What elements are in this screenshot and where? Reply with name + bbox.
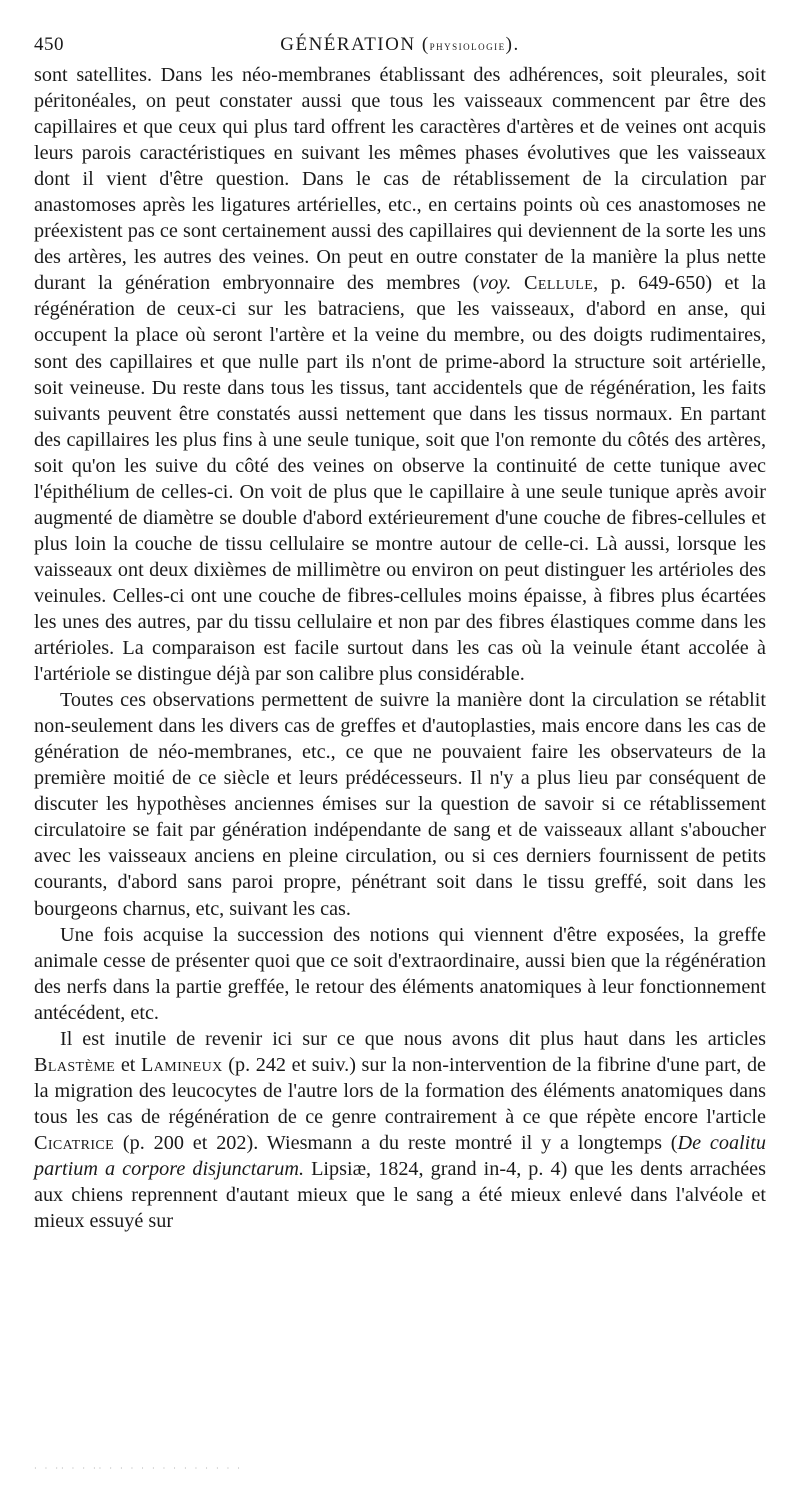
paragraph-4-text-c: (p. 242 et suiv.) sur la non-intervention de la fibrine d'une part, de la migration des leucocytes de l'autre lors de la formation des éléments anatomiques dans tous les cas de régénération de ce genre contrairement à ce que répète encore l'article (34, 1053, 766, 1128)
paragraph-4-text-b: et (115, 1053, 142, 1076)
voy-abbrev: voy. (479, 272, 512, 295)
running-title-main: GÉNÉRATION (280, 34, 416, 55)
lamineux-reference: Lamineux (141, 1053, 223, 1076)
cicatrice-reference: Cicatrice (34, 1131, 115, 1154)
paragraph-2-text: Toutes ces observations permettent de suivre la manière dont la circulation se rétablit non-seulement dans les divers cas de greffes et d'autoplasties, mais encore dans les cas de génération de néo-membranes, etc., ce que ne pouvaient faire les observateurs de la première moitié de ce siècle et leurs prédécesseurs. Il n'y a plus lieu par conséquent de discuter les hypothèses anciennes émises sur la question de savoir si ce rétablissement circulatoire se fait par génération indépendante de sang et de vaisseaux allant s'aboucher avec les vaisseaux anciens en pleine circulation, ou si ces derniers fournissent de petits courants, d'abord sans paroi propre, pénétrant soit dans le tissu greffé, soit dans les bourgeons charnus, etc, suivant les cas. (34, 689, 766, 920)
paragraph-4-text-d: (p. 200 et 202). Wiesmann a du reste montré il y a longtemps ( (114, 1131, 678, 1154)
page-number: 450 (34, 34, 64, 55)
paragraph-4-text-a: Il est inutile de revenir ici sur ce que nous avons dit plus haut dans les articles (60, 1027, 766, 1050)
paragraph-1 (34, 62, 766, 687)
running-title-sub: physiologie (429, 38, 506, 53)
paragraph-1-text: sont satellites. Dans les néo-membranes établissant des adhérences, soit pleurales, soit péritonéales, on peut constater aussi que tous les vaisseaux commencent par être des capillaires et que ceux qui plus tard offrent les caractères d'artères et de veines ont acquis leurs parois caractéristiques en suivant les mêmes phases évolutives que les vaisseaux dont il vient d'être question. Dans le cas de rétablissement de la circulation par anastomoses après les ligatures artérielles, etc., en certains points où ces anastomoses ne préexistent pas ce sont certainement aussi des capillaires qui deviennent de la sorte les uns des artères, les autres des veines. On peut en outre constater de la manière la plus nette durant la génération embryonnaire des membres ( (34, 64, 766, 295)
paragraph-4-text-e: Lipsiæ, 1824, grand in-4, p. 4) que les dents arrachées aux chiens reprennent d'autant mieux que le sang a été mieux enlevé dans l'alvéole et mieux essuyé sur (34, 1157, 766, 1233)
blasteme-reference: Blastème (34, 1053, 116, 1076)
body-text (34, 62, 766, 1234)
latin-title: De coalitu partium a corpore disjunctarum. (34, 1131, 766, 1180)
paragraph-3-text: Une fois acquise la succession des notions qui viennent d'être exposées, la greffe animale cesse de présenter quoi que ce soit d'extraordinaire, aussi bien que la régénération des nerfs dans la partie greffée, le retour des éléments anatomiques à leur fonctionnement antécédent, etc. (34, 923, 766, 1024)
paragraph-3 (34, 922, 766, 1026)
paragraph-1-text-cont: , p. 649-650) et la régénération de ceux-ci sur les batraciens, que les vaisseaux, d'abord en anse, qui occupent la place où seront l'artère et la veine du membre, ou des doigts rudimentaires, sont des capillaires et que nulle part ils n'ont de prime-abord la structure soit artérielle, soit veineuse. Du reste dans tous les tissus, tant accidentels que de régénération, les faits suivants peuvent être constatés aussi nettement que dans les tissus normaux. En partant des capillaires les plus fins à une seule tunique, soit que l'on remonte du côtés des artères, soit qu'on les suive du côté des veines on observe la continuité de cette tunique avec l'épithélium de celles-ci. On voit de plus que le capillaire à une seule tunique après avoir augmenté de diamètre se double d'abord extérieurement d'une couche de fibres-cellules et plus loin la couche de tissu cellulaire se montre autour de celle-ci. Là aussi, lorsque les vaisseaux ont deux dixièmes de millimètre ou environ on peut distinguer les artérioles des veinules. Celles-ci ont une couche de fibres-cellules moins épaisse, à fibres plus écartées les unes des autres, par du tissu cellulaire et non par des fibres élastiques comme dans les artérioles. La comparaison est facile surtout dans les cas où la veinule étant accolée à l'artériole se distingue déjà par son calibre plus considérable. (34, 272, 766, 686)
running-title-close: ). (505, 34, 520, 55)
running-head (34, 28, 766, 62)
running-title-open: ( (415, 34, 430, 55)
cellule-reference: Cellule (511, 272, 594, 295)
running-title (34, 34, 766, 56)
footer-scan-marks: · · ·· · · ·· · · · · · · · · · · · · · (34, 1464, 243, 1473)
paragraph-4 (34, 1026, 766, 1234)
paragraph-2 (34, 687, 766, 921)
